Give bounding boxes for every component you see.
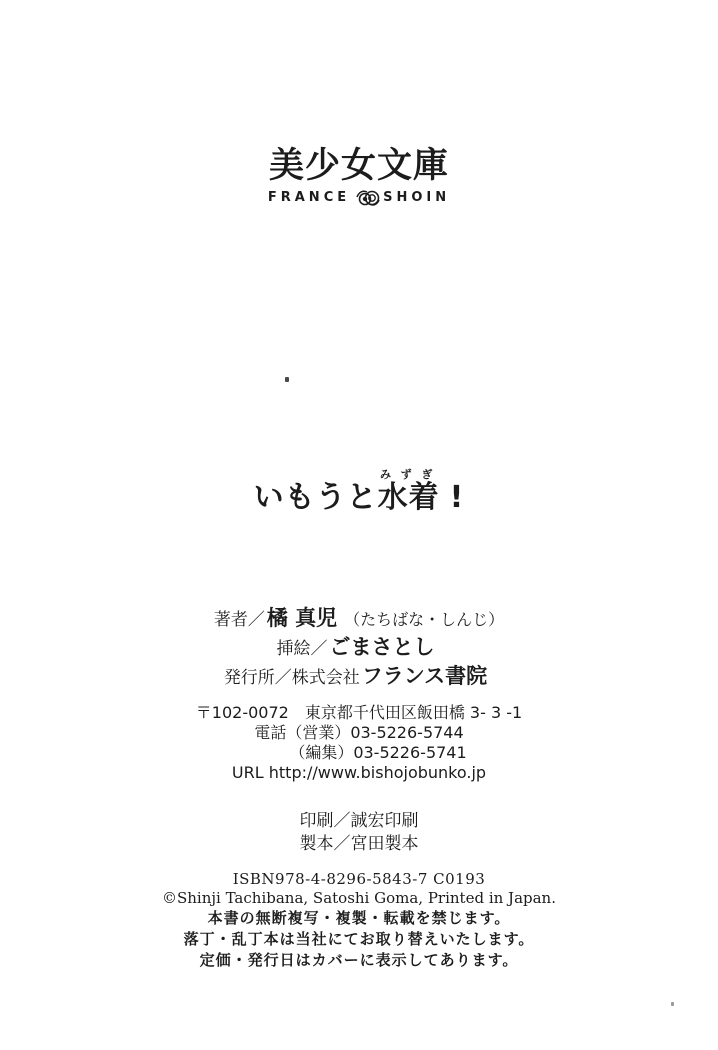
copyright-line: ©Shinji Tachibana, Satoshi Goma, Printed in Japan. xyxy=(161,889,556,907)
title-kanji-ruby xyxy=(377,468,440,516)
author-name: 橘 真児 xyxy=(266,606,338,630)
postal-address-line: 〒102-0072 東京都千代田区飯田橋 3- 3 -1 xyxy=(195,703,523,722)
notice-no-reproduction: 本書の無断複写・複製・転載を禁じます。 xyxy=(207,909,511,927)
notice-price-on-cover: 定価・発行日はカバーに表示してあります。 xyxy=(199,951,519,969)
printer-line: 印刷／誠宏印刷 xyxy=(299,811,419,831)
legal-block xyxy=(0,870,718,971)
publisher-line xyxy=(0,662,718,691)
logo-latin-left: FRANCE xyxy=(267,190,351,205)
rose-emblem-icon xyxy=(354,188,382,208)
credits-block xyxy=(0,604,718,691)
illustrator-label: 挿絵／ xyxy=(276,639,328,659)
title-prefix: いもうと xyxy=(253,480,378,516)
logo-latin-right: SHOIN xyxy=(383,190,451,205)
publisher-label: 発行所／株式会社 xyxy=(223,668,360,688)
phone-sales-line: 電話（営業）03-5226-5744 xyxy=(254,723,464,742)
publisher-name: フランス書院 xyxy=(361,664,488,688)
author-line xyxy=(0,604,718,633)
illustrator-line xyxy=(0,633,718,662)
title-furigana: みずぎ xyxy=(377,468,440,482)
isbn-line: ISBN978-4-8296-5843-7 C0193 xyxy=(232,870,486,888)
publisher-logo xyxy=(0,146,718,208)
logo-latin-row xyxy=(0,188,718,208)
url-line: URL http://www.bishojobunko.jp xyxy=(231,763,487,782)
author-label: 著者／ xyxy=(213,610,265,630)
title-exclamation: ! xyxy=(449,480,465,516)
phone-editorial-line: （編集）03-5226-5741 xyxy=(289,743,467,762)
illustrator-name: ごまさとし xyxy=(329,635,435,659)
logo-kanji-text: 美少女文庫 xyxy=(268,146,449,186)
binder-line: 製本／宮田製本 xyxy=(299,834,419,854)
publisher-contact-block xyxy=(0,703,718,783)
title-kanji: 水着 xyxy=(377,480,440,516)
author-reading: （たちばな・しんじ） xyxy=(344,610,505,629)
printing-block xyxy=(0,810,718,856)
scan-artifact-dot xyxy=(285,377,289,382)
book-title xyxy=(0,468,718,516)
scan-artifact-dot-small xyxy=(671,1002,674,1006)
notice-defective-copies: 落丁・乱丁本は当社にてお取り替えいたします。 xyxy=(183,930,535,948)
